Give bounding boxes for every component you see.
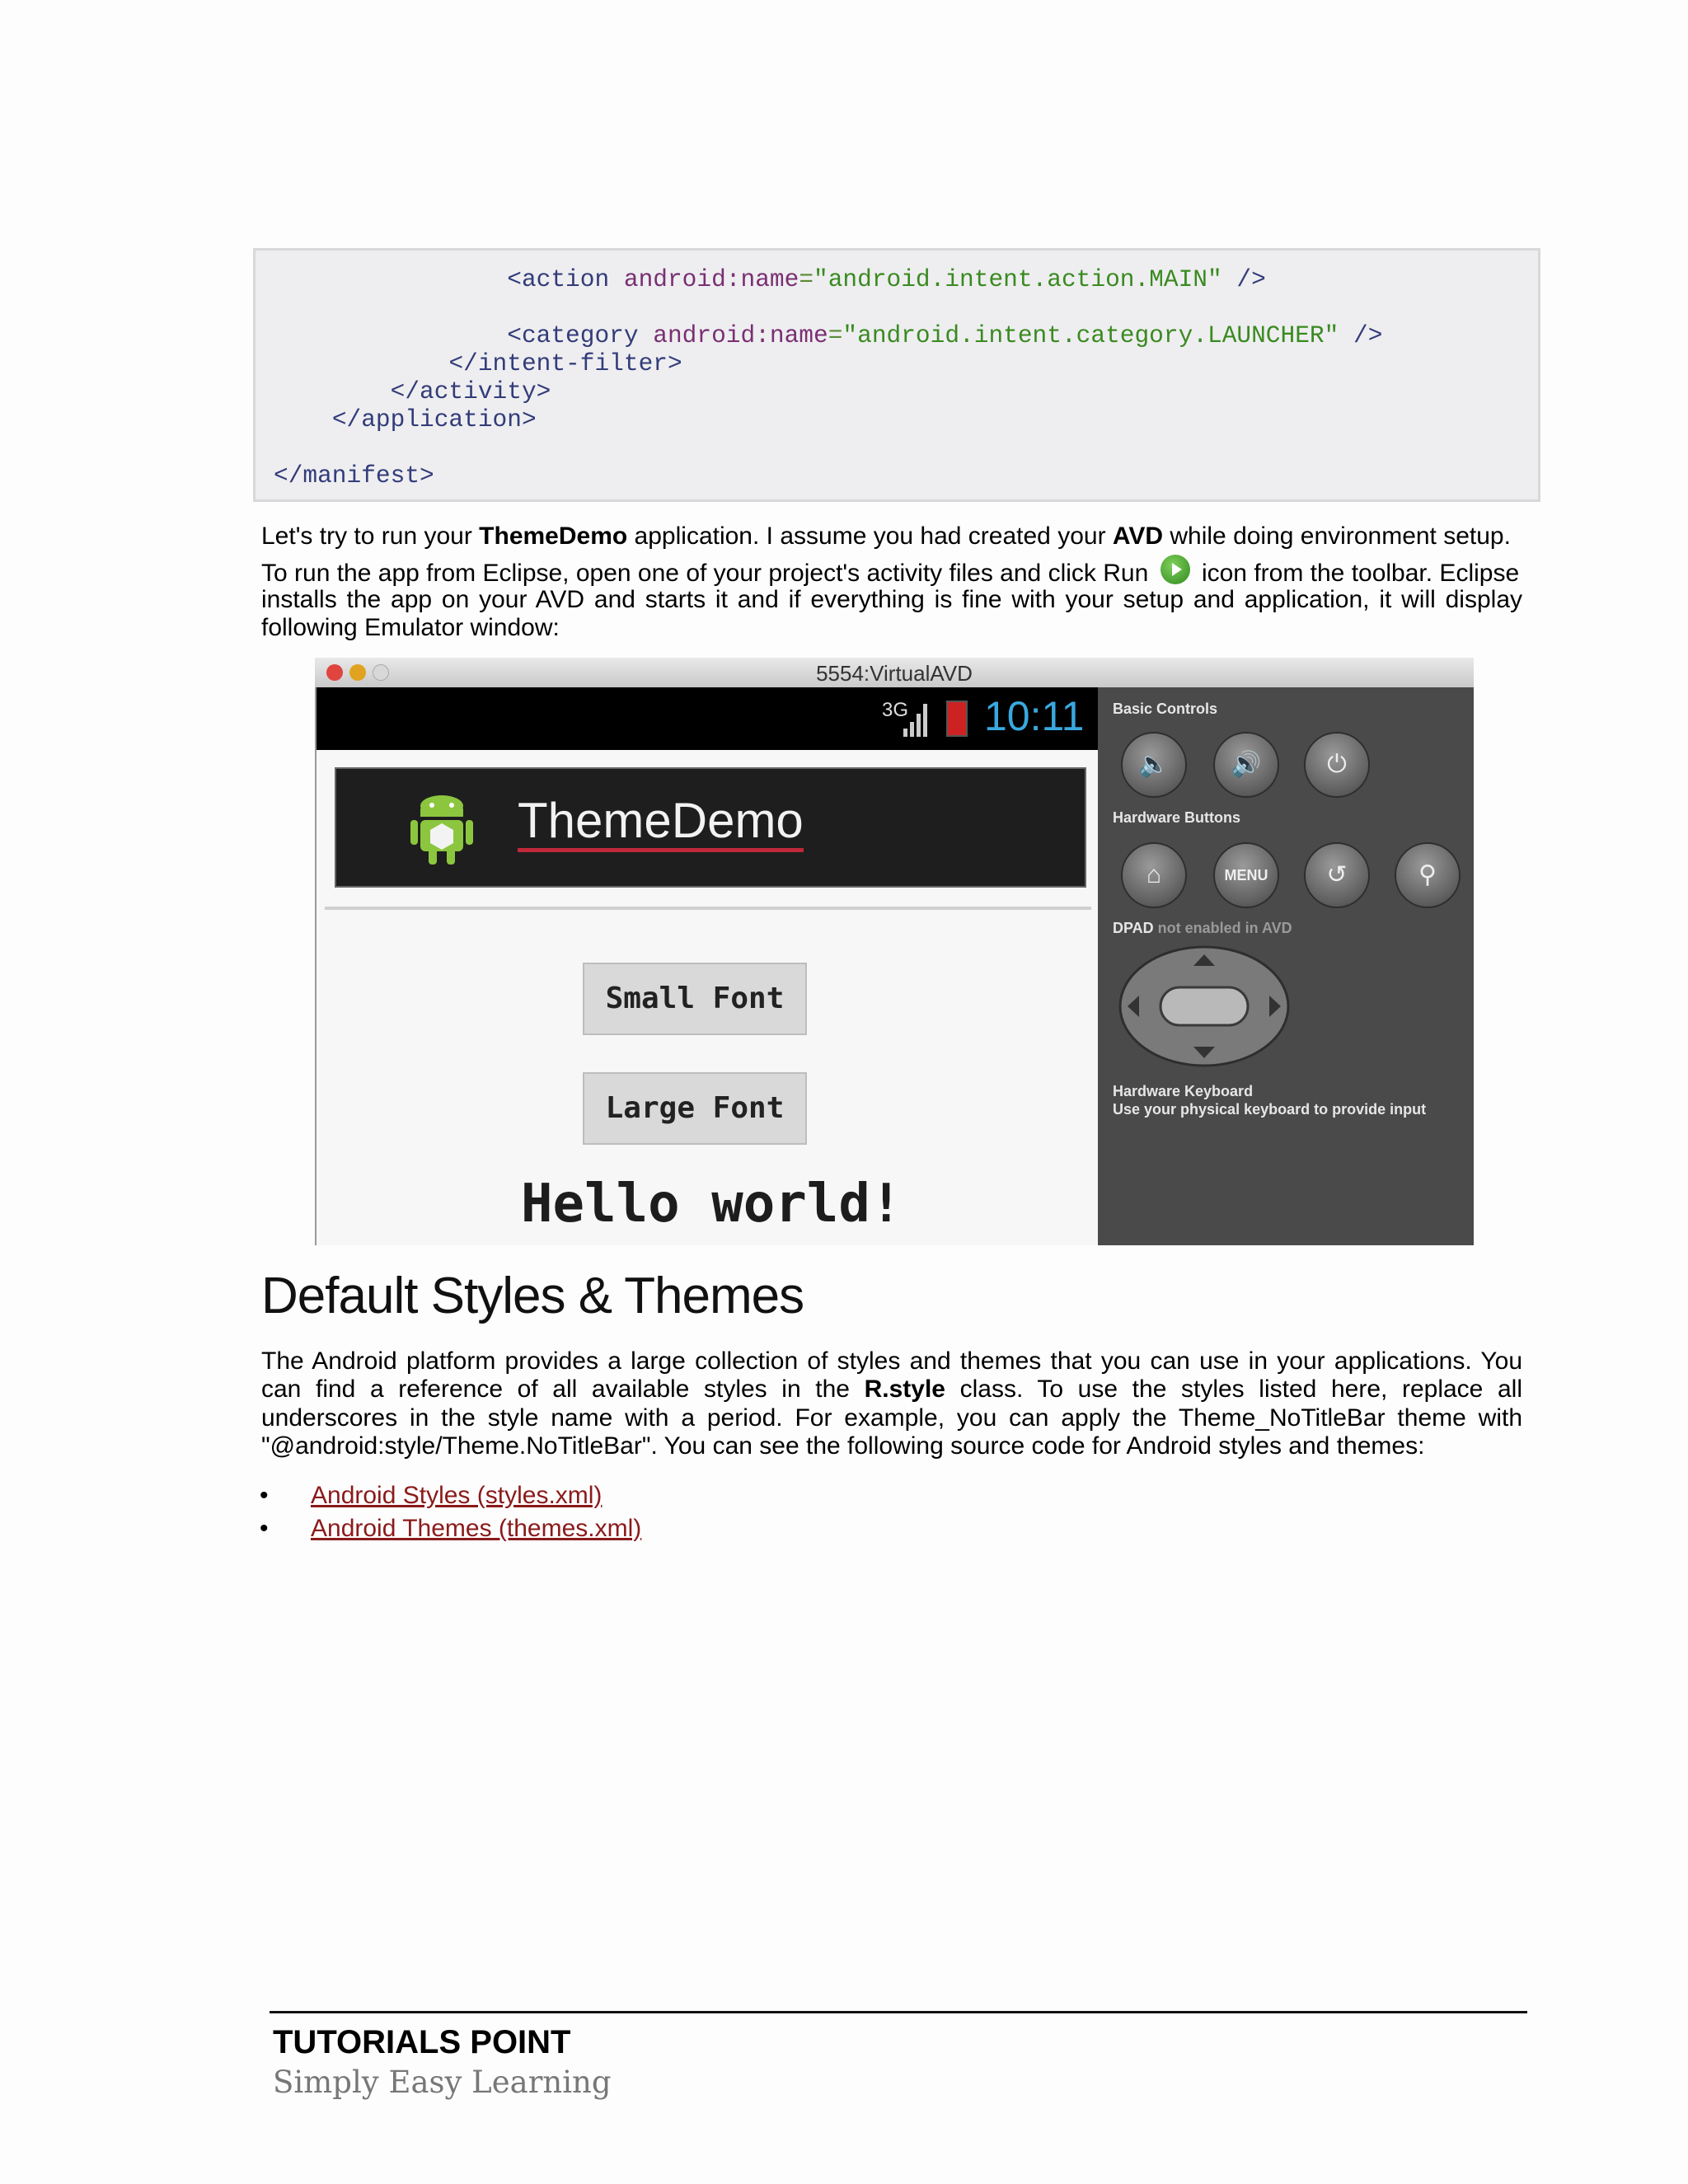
status-clock: 10:11: [984, 693, 1085, 739]
bullet-dot: •: [260, 1482, 269, 1509]
bullet-dot: •: [260, 1515, 269, 1542]
footer-rule: [270, 2011, 1527, 2013]
footer-title: TUTORIALS POINT: [273, 2024, 571, 2060]
code-line: [274, 349, 682, 377]
hardware-keyboard-label: Hardware Keyboard: [1113, 1083, 1254, 1099]
volume-up-icon[interactable]: 🔊: [1213, 732, 1279, 798]
code-token: =: [799, 265, 814, 293]
code-token: </application>: [331, 405, 537, 434]
signal-icon: [903, 704, 928, 737]
power-icon[interactable]: ⏻: [1304, 732, 1370, 798]
search-icon[interactable]: ⚲: [1395, 842, 1461, 908]
small-font-button[interactable]: Small Font: [583, 963, 807, 1035]
code-token: "android.intent.action.MAIN": [814, 265, 1222, 293]
code-token: <action: [507, 265, 624, 293]
intro-line-4: following Emulator window:: [261, 614, 560, 641]
dpad-label: DPAD not enabled in AVD: [1113, 920, 1292, 936]
app-title: ThemeDemo: [518, 795, 804, 852]
home-icon[interactable]: ⌂: [1121, 842, 1187, 908]
emulator-window-title: 5554:VirtualAVD: [816, 661, 973, 686]
divider: [325, 907, 1091, 910]
section-line-1: The Android platform provides a large collection of styles and themes that you can use in your applications. You: [261, 1347, 1522, 1375]
dpad-icon[interactable]: [1118, 944, 1291, 1068]
battery-icon: [946, 701, 968, 737]
code-token: </intent-filter>: [448, 349, 682, 377]
code-token: "android.intent.category.LAUNCHER": [842, 321, 1339, 349]
code-token: =: [828, 321, 843, 349]
basic-controls-label: Basic Controls: [1113, 701, 1218, 717]
code-token: </activity>: [390, 377, 551, 405]
app-action-bar: [335, 767, 1086, 888]
code-line: [274, 405, 537, 434]
emulator-titlebar: [315, 658, 1474, 688]
network-type: 3G: [882, 699, 909, 721]
hardware-keyboard-hint: Use your physical keyboard to provide input: [1113, 1101, 1427, 1118]
section-line-2: can find a reference of all available styles in the R.style class. To use the styles listed here, replace all: [261, 1376, 1522, 1403]
code-token: />: [1221, 265, 1266, 293]
emulator-screenshot: [315, 658, 1474, 1245]
back-icon[interactable]: ↺: [1304, 842, 1370, 908]
android-robot-icon: [409, 784, 475, 866]
section-heading: Default Styles & Themes: [261, 1268, 804, 1324]
code-token: </manifest>: [274, 462, 434, 490]
code-line: [274, 265, 1266, 293]
code-token: <category: [507, 321, 654, 349]
phone-screen: [315, 687, 1100, 1245]
hardware-buttons-label: Hardware Buttons: [1113, 809, 1241, 826]
run-icon: [1160, 555, 1190, 584]
code-token: android:name: [653, 321, 828, 349]
section-line-4: "@android:style/Theme.NoTitleBar". You can see the following source code for Android styles and themes:: [261, 1432, 1425, 1460]
code-line: [274, 462, 434, 490]
code-line: [274, 321, 1382, 349]
intro-line-2: To run the app from Eclipse, open one of your project's activity files and click Run icon from the toolbar. Eclipse: [261, 555, 1519, 588]
emulator-controls-panel: [1098, 687, 1474, 1245]
large-font-button[interactable]: Large Font: [583, 1072, 807, 1145]
code-token: />: [1339, 321, 1383, 349]
styles-link[interactable]: Android Styles (styles.xml): [311, 1482, 603, 1509]
themes-link[interactable]: Android Themes (themes.xml): [311, 1515, 642, 1542]
code-block: [253, 248, 1540, 502]
intro-line-3: installs the app on your AVD and starts it and if everything is fine with your setup and application, it will display: [261, 586, 1522, 613]
footer-subtitle: Simply Easy Learning: [273, 2064, 612, 2100]
section-line-3: underscores in the style name with a period. For example, you can apply the Theme_NoTitleBar theme with: [261, 1404, 1522, 1432]
menu-button[interactable]: MENU: [1213, 842, 1279, 908]
status-bar: [316, 687, 1100, 750]
volume-down-icon[interactable]: 🔈: [1121, 732, 1187, 798]
hello-world-text: Hello world!: [521, 1174, 903, 1235]
code-line: [274, 377, 551, 405]
code-token: android:name: [623, 265, 799, 293]
intro-line-1: Let's try to run your ThemeDemo application. I assume you had created your AVD while doing environment setup.: [261, 523, 1511, 550]
